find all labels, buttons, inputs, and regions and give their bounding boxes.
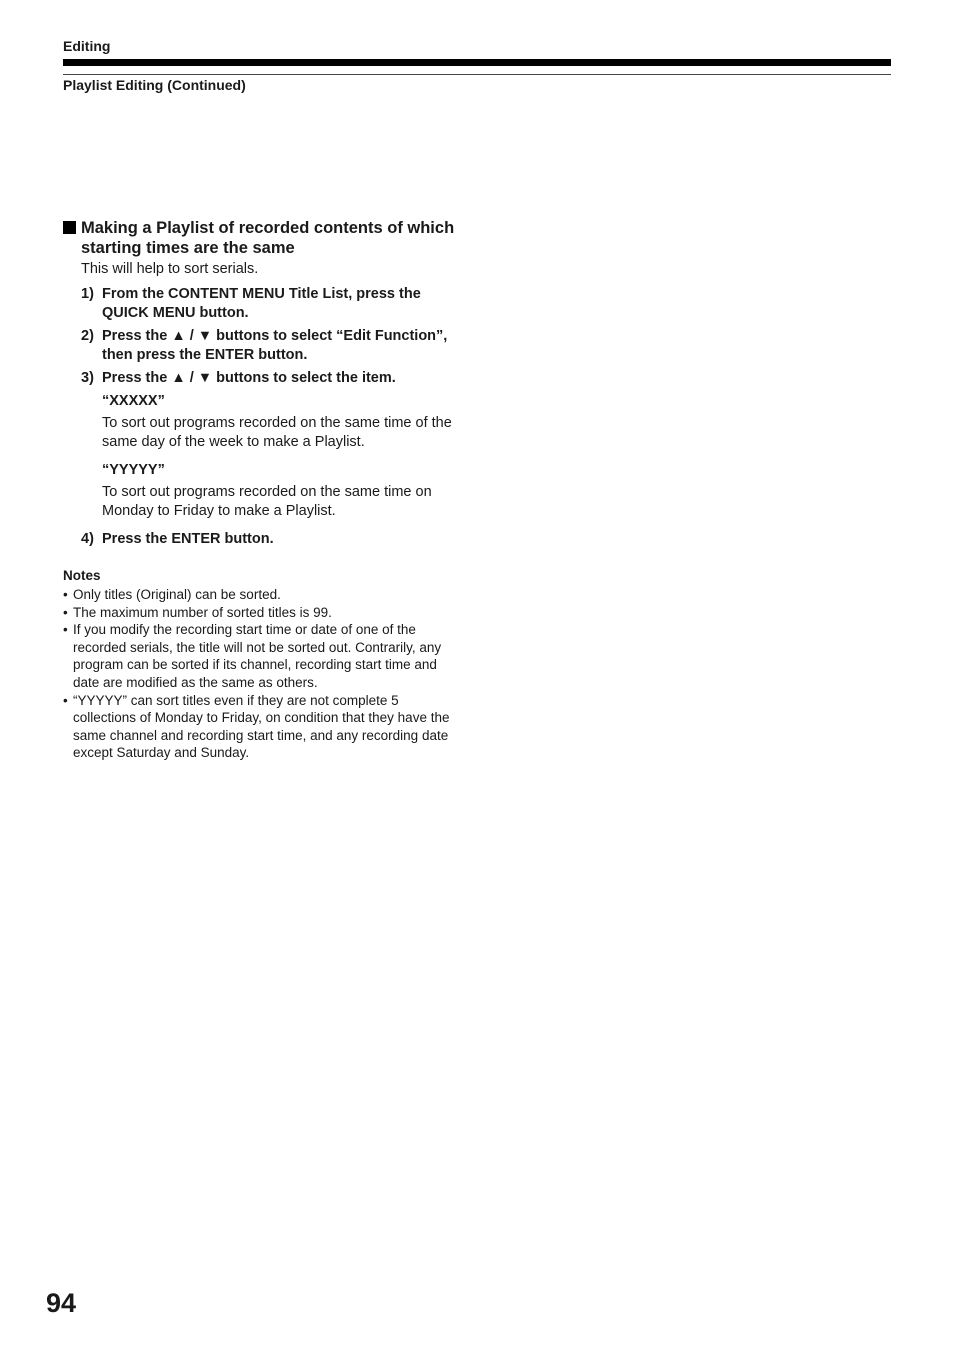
section-label: Editing bbox=[63, 38, 111, 54]
step-number: 3) bbox=[81, 370, 94, 386]
bullet-icon: • bbox=[63, 587, 68, 602]
subsection-title: Playlist Editing (Continued) bbox=[63, 77, 246, 93]
bullet-icon: • bbox=[63, 604, 68, 620]
step-number: 2) bbox=[81, 328, 94, 344]
note-text: “YYYYY” can sort titles even if they are not complete 5 collections of Monday to Friday, on condition that they have the same channel and recording start time, and any recording date except Saturday and Sunday. bbox=[73, 692, 450, 761]
notes-title: Notes bbox=[63, 568, 101, 583]
step-2 bbox=[81, 327, 466, 365]
step-4 bbox=[81, 530, 466, 549]
step-3 bbox=[81, 369, 466, 388]
option-title-xxxxx: “XXXXX” bbox=[102, 393, 165, 409]
step-text: Press the ENTER button. bbox=[102, 531, 274, 547]
note-item bbox=[63, 692, 463, 762]
option-desc-yyyyy: To sort out programs recorded on the same time on Monday to Friday to make a Playlist. bbox=[102, 484, 432, 519]
step-number: 1) bbox=[81, 286, 94, 302]
note-text: The maximum number of sorted titles is 99. bbox=[73, 604, 332, 620]
note-item bbox=[63, 621, 463, 691]
step-number: 4) bbox=[81, 531, 94, 547]
note-item bbox=[63, 586, 463, 604]
note-item bbox=[63, 604, 463, 622]
step-text: Press the ▲ / ▼ buttons to select “Edit Function”, then press the ENTER button. bbox=[102, 328, 448, 363]
intro-text: This will help to sort serials. bbox=[81, 261, 259, 277]
notes-list bbox=[63, 586, 463, 762]
heading-square-icon bbox=[63, 221, 76, 234]
option-title-yyyyy: “YYYYY” bbox=[102, 462, 165, 478]
note-text: If you modify the recording start time or date of one of the recorded serials, the title will not be sorted out. Contrarily, any program can be sorted if its channel, recording start time and date are modified as the same as others. bbox=[73, 622, 442, 690]
step-text: From the CONTENT MENU Title List, press the QUICK MENU button. bbox=[102, 286, 421, 321]
step-1 bbox=[81, 285, 466, 323]
bullet-icon: • bbox=[63, 622, 68, 638]
section-heading-text: Making a Playlist of recorded contents of which starting times are the same bbox=[81, 219, 455, 257]
header-rule-thin bbox=[63, 74, 891, 75]
step-text: Press the ▲ / ▼ buttons to select the item. bbox=[102, 370, 396, 386]
note-text: Only titles (Original) can be sorted. bbox=[73, 587, 281, 602]
bullet-icon: • bbox=[63, 692, 68, 708]
header-rule-thick bbox=[63, 59, 891, 66]
option-desc-xxxxx: To sort out programs recorded on the same time of the same day of the week to make a Playlist. bbox=[102, 415, 452, 450]
page-number: 94 bbox=[46, 1288, 77, 1318]
section-heading bbox=[63, 218, 463, 258]
